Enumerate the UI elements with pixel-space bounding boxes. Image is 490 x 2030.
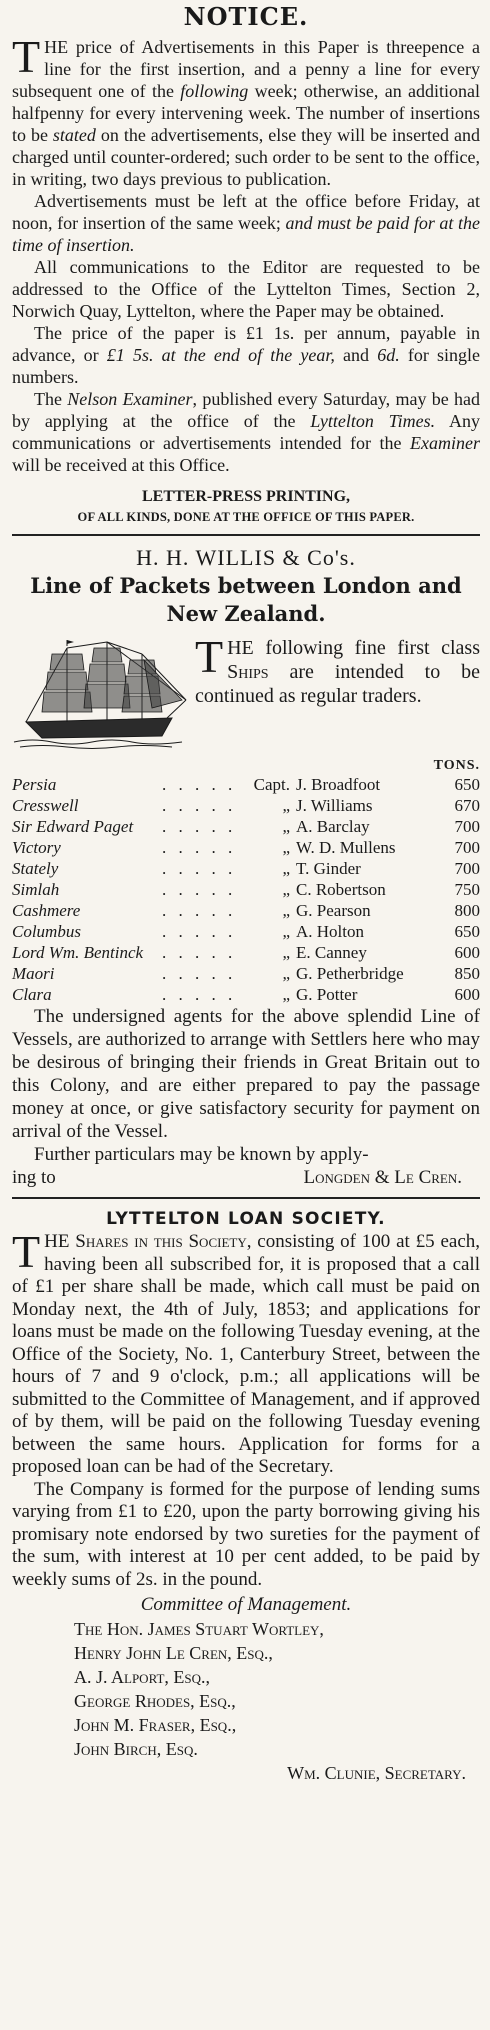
leader-dots: . . . . . — [162, 985, 237, 1004]
ship-name: Clara — [12, 985, 52, 1004]
ship-name: Sir Edward Paget — [12, 817, 134, 836]
leader-dots: . . . . . — [162, 775, 237, 794]
notice-paragraph-communications: All communications to the Editor are requested to be addressed to the Office of the Lyttelton Times, Section 2, Norwich Quay, Lyttelton, where the Paper may be obtained. — [12, 257, 480, 321]
drop-cap: T — [12, 1226, 41, 1277]
leader-dots: . . . . . — [162, 943, 237, 962]
ship-tonnage: 670 — [454, 796, 480, 815]
notice-emphasis: 6d. — [377, 345, 400, 365]
loan-paragraph-company: The Company is formed for the purpose of lending sums varying from £1 to £20, upon the party borrowing giving his promisary note endorsed by two sureties for the payment of the sum, with interest at 10 per cent added, to be paid by weekly sums of 2s. in the pound. — [12, 1478, 480, 1590]
ship-name: Victory — [12, 838, 61, 857]
newspaper-column — [0, 2, 490, 2030]
printing-heading: LETTER-PRESS PRINTING, — [141, 488, 351, 505]
committee-member: A. J. Alport, Esq., — [74, 1667, 211, 1687]
intro-text: HE following fine first class — [227, 637, 480, 659]
notice-title: NOTICE. — [183, 2, 309, 31]
captain-name: T. Ginder — [296, 859, 361, 878]
ship-name: Persia — [12, 775, 57, 794]
notice-emphasis: Examiner — [410, 433, 480, 453]
captain-name: G. Potter — [296, 985, 358, 1004]
agents-signature-row — [12, 1166, 480, 1189]
loan-title: LYTTELTON LOAN SOCIETY. — [106, 1209, 386, 1229]
willis-section — [12, 544, 480, 1189]
ship-tonnage: 700 — [454, 817, 480, 836]
notice-section — [12, 2, 480, 526]
leader-dots: . . . . . — [162, 922, 237, 941]
notice-paragraph-examiner — [12, 388, 480, 476]
captain-name: A. Holton — [296, 922, 364, 941]
ship-row — [12, 837, 480, 858]
captain-name: G. Pearson — [296, 901, 371, 920]
notice-text: Any communications or advertisements intended for the — [12, 411, 480, 453]
ship-row — [12, 900, 480, 921]
notice-paragraph-paper-price — [12, 322, 480, 388]
agents-paragraph: The undersigned agents for the above splendid Line of Vessels, are authorized to arrange with Settlers here who may be desirous of bringing their friends in Great Britain out to this Colony, and are either prepared to pay the passage money at once, or give satisfactory security for payment on arrival of the Vessel. — [12, 1006, 480, 1142]
leader-dots: . . . . . — [162, 859, 237, 878]
ship-tonnage: 700 — [454, 859, 480, 878]
loan-paragraph-shares — [12, 1226, 480, 1479]
ship-tonnage: 700 — [454, 838, 480, 857]
notice-emphasis: £1 5s. at the end of the year, — [106, 345, 335, 365]
ship-row — [12, 816, 480, 837]
ship-tonnage: 850 — [454, 964, 480, 983]
captain-prefix: „ — [282, 985, 290, 1004]
ship-tonnage: 800 — [454, 901, 480, 920]
captain-prefix: „ — [282, 796, 290, 815]
further-particulars: Further particulars may be known by apply- — [34, 1144, 369, 1165]
captain-prefix: „ — [282, 943, 290, 962]
committee-members — [12, 1617, 480, 1761]
committee-member: The Hon. James Stuart Wortley, — [74, 1619, 324, 1639]
ship-name: Cresswell — [12, 796, 79, 815]
agents-block — [12, 1005, 480, 1189]
loan-text: consisting of 100 at £5 each, having been all subscribed for, it is proposed that a call of £1 per share shall be made, which call must be paid on Monday next, the 4th of July, 1853; and applications for loans must be made on the following Tuesday evening, at the Office of the Society, No. 1, Canterbury Street, between the hours of 7 and 9 o'clock, p.m.; all applications will be submitted to the Committee of Management, and if approved of by them, will be paid on the following Tuesday evening between the same hours. Application for forms for a proposed loan can be had of the Secretary. — [12, 1231, 480, 1477]
notice-text: HE price of Advertisements in this Paper is threepence a line for the first insertion, and a penny a line for every subsequent one of the — [12, 37, 480, 101]
committee-member: George Rhodes, Esq., — [74, 1691, 236, 1711]
ship-row — [12, 795, 480, 816]
section-divider — [12, 534, 480, 536]
ship-row — [12, 858, 480, 879]
further-particulars-end: ing to — [12, 1167, 56, 1188]
ship-row — [12, 774, 480, 795]
ship-name: Columbus — [12, 922, 81, 941]
ship-row — [12, 963, 480, 984]
ship-tonnage: 750 — [454, 880, 480, 899]
leader-dots: . . . . . — [162, 838, 237, 857]
notice-paragraph-deadline — [12, 190, 480, 256]
notice-paragraph-price — [12, 31, 480, 190]
leader-dots: . . . . . — [162, 901, 237, 920]
notice-emphasis: Nelson Examiner — [67, 389, 193, 409]
section-divider — [12, 1197, 480, 1199]
ship-tonnage: 600 — [454, 985, 480, 1004]
notice-text: will be received at this Office. — [12, 455, 230, 475]
captain-name: A. Barclay — [296, 817, 370, 836]
packets-title: Line of Packets between London and New Zealand. — [30, 573, 462, 626]
committee-member: John M. Fraser, Esq., — [74, 1715, 237, 1735]
ship-row — [12, 984, 480, 1005]
notice-emphasis: Lyttelton Times. — [310, 411, 436, 431]
ship-name: Simlah — [12, 880, 60, 899]
captain-name: W. D. Mullens — [296, 838, 396, 857]
drop-cap: T — [195, 636, 224, 682]
ship-tonnage: 650 — [454, 922, 480, 941]
captain-prefix: „ — [282, 964, 290, 983]
ship-list-table — [12, 774, 480, 1005]
ship-tonnage: 600 — [454, 943, 480, 962]
ship-tonnage: 650 — [454, 775, 480, 794]
notice-text: The price of the paper is £1 1s. per annum, payable in advance, or — [12, 323, 480, 365]
ship-name: Maori — [12, 964, 55, 983]
ship-name: Cashmere — [12, 901, 81, 920]
notice-text: on the advertisements, else they will be inserted and charged until counter-ordered; such order to be sent to the office, in writing, two days previous to publication. — [12, 125, 480, 189]
captain-name: J. Broadfoot — [296, 775, 381, 794]
notice-text: The — [34, 389, 68, 409]
intro-ships-word: Ships — [227, 661, 269, 683]
ship-block — [12, 636, 480, 754]
notice-emphasis: and must be paid for at the time of insertion. — [12, 213, 480, 255]
ship-row — [12, 879, 480, 900]
captain-prefix: „ — [282, 859, 290, 878]
leader-dots: . . . . . — [162, 796, 237, 815]
loan-section — [12, 1207, 480, 1785]
leader-dots: . . . . . — [162, 880, 237, 899]
printing-subheading: OF ALL KINDS, DONE AT THE OFFICE OF THIS PAPER. — [77, 510, 415, 524]
captain-name: E. Canney — [296, 943, 367, 962]
committee-heading: Committee of Management. — [140, 1594, 352, 1615]
leader-dots: . . . . . — [162, 964, 237, 983]
agents-signature: Longden & Le Cren. — [303, 1167, 462, 1188]
willis-title: H. H. WILLIS & Co's. — [136, 545, 356, 570]
notice-text: for single numbers. — [12, 345, 480, 387]
captain-name: J. Williams — [296, 796, 373, 815]
captain-name: C. Robertson — [296, 880, 386, 899]
drop-cap: T — [12, 31, 41, 82]
captain-prefix: „ — [282, 922, 290, 941]
intro-text: are intended to be continued as regular traders. — [195, 661, 480, 707]
tons-header: TONS. — [433, 758, 480, 773]
ship-row — [12, 921, 480, 942]
notice-emphasis: stated — [52, 125, 96, 145]
notice-emphasis: following — [180, 81, 249, 101]
committee-member: John Birch, Esq. — [74, 1739, 198, 1759]
committee-member: Henry John Le Cren, Esq., — [74, 1643, 273, 1663]
captain-prefix: „ — [282, 838, 290, 857]
notice-text: week; otherwise, an additional halfpenny for every intervening week. The number of insertions to be — [12, 81, 480, 145]
captain-prefix: „ — [282, 901, 290, 920]
ship-name: Stately — [12, 859, 59, 878]
leader-dots: . . . . . — [162, 817, 237, 836]
loan-shares-heading: HE Shares in this Society, — [44, 1231, 252, 1252]
captain-prefix: „ — [282, 880, 290, 899]
captain-prefix: Capt. — [253, 775, 290, 794]
ship-row — [12, 942, 480, 963]
sailing-ship-icon — [12, 638, 187, 750]
captain-name: G. Petherbridge — [296, 964, 404, 983]
captain-prefix: „ — [282, 817, 290, 836]
notice-text: , published every Saturday, may be had by applying at the office of the — [12, 389, 480, 431]
notice-text: Advertisements must be left at the office before Friday, at noon, for insertion of the same week; — [12, 191, 480, 233]
secretary-signature: Wm. Clunie, Secretary. — [287, 1763, 466, 1783]
ship-name: Lord Wm. Bentinck — [12, 943, 144, 962]
notice-text: and — [334, 345, 378, 365]
